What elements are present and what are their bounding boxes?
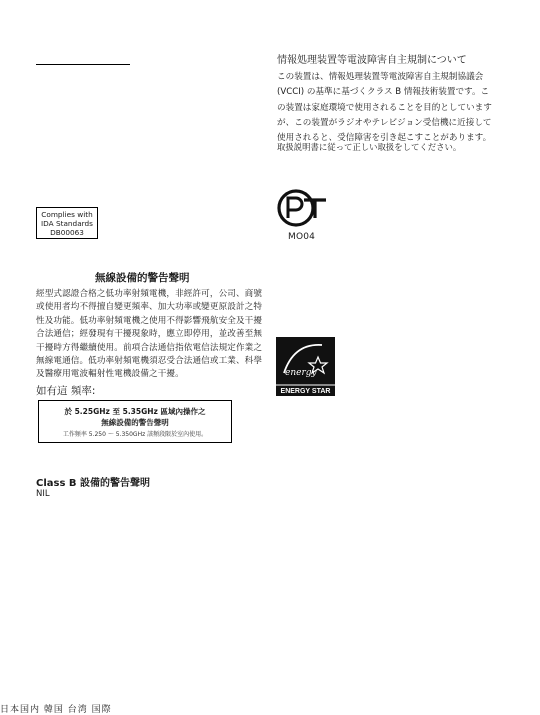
classb-title: Class B 設備的警告聲明 xyxy=(36,478,151,489)
classb-body: NIL xyxy=(36,489,50,499)
section-rule xyxy=(36,64,130,65)
band-label: 如有這 頻率: xyxy=(36,385,96,397)
warning-line-3: 工作頻率 5.250 ～ 5.350GHz 該頻段限於室內使用。 xyxy=(62,431,208,438)
energy-star-label: ENERGY STAR xyxy=(280,388,331,395)
vcci-note: 取扱説明書に従って正しい取扱をしてください。 xyxy=(277,142,462,152)
taiwan-wireless-title: 無線設備的警告聲明 xyxy=(95,272,190,284)
taiwan-wireless-body: 經型式認證合格之低功率射頻電機，非經許可，公司、商號或使用者均不得擅自變更頻率、加大功率或變更原設計之特性及功能。低功率射頻電機之使用不得影響飛航安全及干擾合法通信；經發現有干擾現象時，應立即停用，並改善至無干擾時方得繼續使用。前項合法通信指依電信法規定作業之無線電通信。低功率射頻電機須忍受合法通信或工業、科學及醫療用電波輻射性電機設備之干擾。 xyxy=(36,289,263,380)
ida-line-1: Complies with xyxy=(41,210,93,219)
warning-line-1: 於 5.25GHz 至 5.35GHz 區域內操作之 xyxy=(64,407,206,416)
warning-line-2: 無線設備的警告聲明 xyxy=(101,418,169,427)
mo04-label: MO04 xyxy=(288,232,316,242)
ida-line-3: DB00063 xyxy=(50,228,84,237)
5ghz-warning-box xyxy=(38,400,232,443)
vcci-body: この装置は、情報処理装置等電波障害自主規制協議会 (VCCI) の基準に基づくクラス B 情報技術装置です。この装置は家庭環境で使用されることを目的としていますが、この装置がラジオやテレビジョン受信機に近接して使用されると、受信障害を引き起こすことがあります。 xyxy=(277,72,492,144)
svg-text:energy: energy xyxy=(285,368,317,378)
energy-star-icon xyxy=(276,337,335,396)
pct-certification-icon xyxy=(276,188,328,228)
bottom-cut-text: 日本国内 韓国 台湾 国際 xyxy=(0,705,112,715)
ida-compliance-box xyxy=(36,207,98,239)
vcci-title: 情報処理装置等電波障害自主規制について xyxy=(277,55,467,66)
ida-line-2: IDA Standards xyxy=(41,219,93,228)
